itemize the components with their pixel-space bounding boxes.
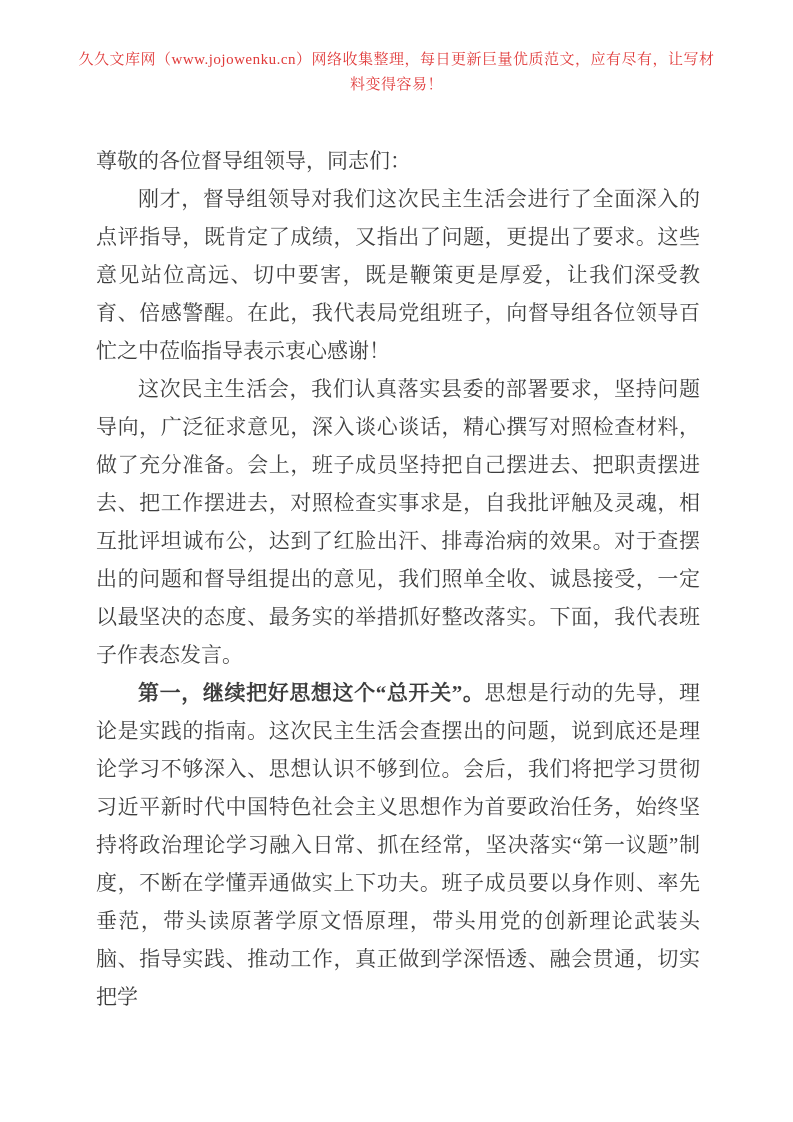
first-point-heading: 第一，继续把好思想这个“总开关”。 [138, 681, 485, 705]
watermark-text: 久久文库网（www.jojowenku.cn）网络收集整理，每日更新巨量优质范文，应有尽有，让写材料变得容易！ [78, 52, 715, 93]
document-body [96, 142, 700, 1016]
paragraph-thanks: 刚才，督导组领导对我们这次民主生活会进行了全面深入的点评指导，既肯定了成绩，又指出了问题，更提出了要求。这些意见站位高远、切中要害，既是鞭策更是厚爱，让我们深受教育、倍感警醒。在此，我代表局党组班子，向督导组各位领导百忙之中莅临指导表示衷心感谢！ [96, 187, 700, 363]
paragraph-first-point [96, 674, 700, 1016]
salutation-line: 尊敬的各位督导组领导，同志们： [96, 149, 411, 173]
first-point-text: 思想是行动的先导，理论是实践的指南。这次民主生活会查摆出的问题，说到底还是理论学习不够深入、思想认识不够到位。会后，我们将把学习贯彻习近平新时代中国特色社会主义思想作为首要政治任务，始终坚持将政治理论学习融入日常、抓在经常，坚决落实“第一议题”制度，不断在学懂弄通做实上下功夫。班子成员要以身作则、率先垂范，带头读原著学原文悟原理，带头用党的创新理论武装头脑、指导实践、推动工作，真正做到学深悟透、融会贯通，切实把学 [96, 681, 701, 1009]
watermark-header [73, 0, 721, 98]
paragraph-meeting-review: 这次民主生活会，我们认真落实县委的部署要求，坚持问题导向，广泛征求意见，深入谈心谈话，精心撰写对照检查材料，做了充分准备。会上，班子成员坚持把自己摆进去、把职责摆进去、把工作摆进去，对照检查实事求是，自我批评触及灵魂，相互批评坦诚布公，达到了红脸出汗、排毒治病的效果。对于查摆出的问题和督导组提出的意见，我们照单全收、诚恳接受，一定以最坚决的态度、最务实的举措抓好整改落实。下面，我代表班子作表态发言。 [96, 377, 700, 667]
